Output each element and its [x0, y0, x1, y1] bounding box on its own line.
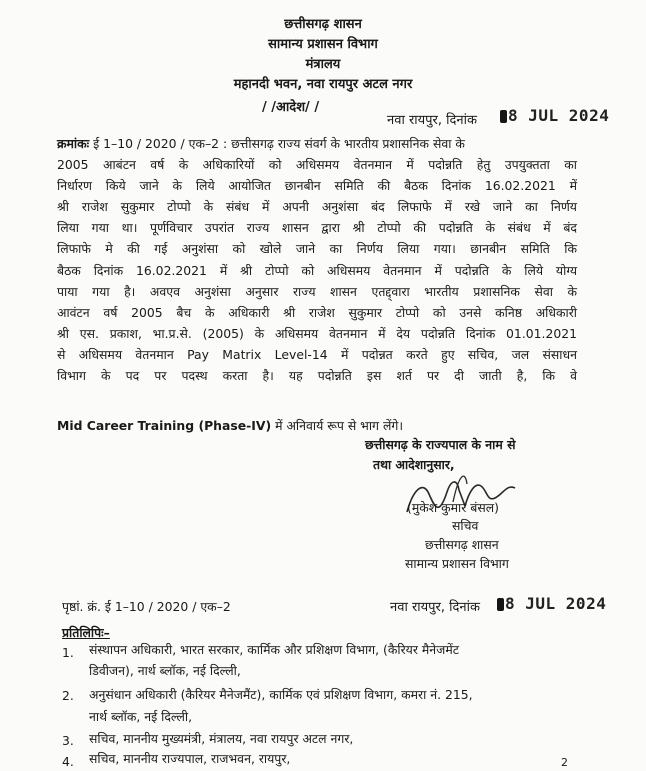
order-body-line: निर्धारण किये जाने के लिये आयोजित छानबीन समिति की बैठक दिनांक 16.02.2021 में [57, 178, 577, 194]
copy-item-1-line-1: संस्थापन अधिकारी, भारत सरकार, कार्मिक और प्रशिक्षण विभाग, (कैरियर मैनेजमेंट [89, 642, 459, 657]
authority-line-2: तथा आदेशानुसार, [373, 457, 455, 472]
order-body-line: लिफाफे मे की गई अनुशंसा को खोले जाने का निर्णय लिया गया। छानबीन समिति कि [57, 241, 577, 257]
dateline-place: नवा रायपुर, दिनांक [387, 113, 477, 128]
header-government: छत्तीसगढ़ शासन [284, 17, 362, 32]
copy-item-number: 1. [62, 645, 74, 660]
signatory-government: छत्तीसगढ़ शासन [425, 537, 499, 552]
header-ministry: मंत्रालय [305, 57, 341, 72]
order-body-line: श्री एस. प्रकाश, भा.प्र.से. (2005) के अधिसमय वेतनमान में देय पदोन्नति दिनांक 01.01.2021 [57, 325, 577, 341]
authority-line-1: छत्तीसगढ़ के राज्यपाल के नाम से [365, 437, 516, 452]
order-title: / /आदेश/ / [262, 100, 320, 115]
header-department: सामान्य प्रशासन विभाग [268, 37, 378, 52]
order-body-line: विभाग के पद पर पदस्थ करता है। यह पदोन्नति इस शर्त पर दी जाती है, कि वे [57, 368, 577, 383]
endorsement-place: नवा रायपुर, दिनांक [390, 600, 480, 615]
copy-to-title: प्रतिलिपिः– [62, 625, 110, 640]
order-number-text: ई 1–10 / 2020 / एक–2 : छत्तीसगढ़ राज्य संवर्ग के भारतीय प्रशासनिक सेवा के [93, 136, 465, 151]
copy-item-4-line-1: सचिव, माननीय राज्यपाल, राजभवन, रायपुर, [89, 751, 291, 766]
order-number-label: क्रमांकः [57, 136, 90, 151]
signatory-department: सामान्य प्रशासन विभाग [405, 556, 509, 571]
endorsement-date-stamp: 8 JUL 2024 [505, 594, 607, 613]
order-body-line: आवंटन वर्ष 2005 बैच के अधिकारी श्री राजेश सुकुमार टोप्पो को उनसे कनिष्ठ अधिकारी [57, 304, 577, 320]
date-stamp: 8 JUL 2024 [508, 106, 610, 125]
copy-item-number: 2. [62, 688, 74, 703]
order-last-line [57, 417, 403, 434]
copy-item-number: 4. [62, 754, 74, 769]
training-text: में अनिवार्य रूप से भाग लेंगे। [271, 418, 404, 433]
copy-item-2-line-1: अनुसंधान अधिकारी (कैरियर मैनेजमैंट), कार्मिक एवं प्रशिक्षण विभाग, कमरा नं. 215, [89, 687, 473, 702]
copy-item-number: 3. [62, 733, 74, 748]
order-first-line [57, 135, 577, 152]
page-number: 2 [561, 756, 568, 769]
signatory-designation: सचिव [452, 518, 479, 533]
copy-item-3-line-1: सचिव, माननीय मुख्यमंत्री, मंत्रालय, नवा रायपुर अटल नगर, [89, 731, 354, 746]
order-body-line: पाया गया है। अवएव अनुशंसा अनुसार राज्य शासन एतद्द्वारा भारतीय प्रशासनिक सेवा के [57, 283, 577, 299]
signatory-name: (मुकेश कुमार बंसल) [407, 500, 499, 515]
copy-item-2-line-2: नार्थ ब्लॉक, नई दिल्ली, [89, 709, 193, 724]
ink-mark [497, 598, 504, 611]
order-body-line: लिया गया था। पूर्णविचार उपरांत राज्य शासन द्वारा श्री टोप्पो की पदोन्नति के संबंध में बंद [57, 220, 577, 236]
order-body-line: से अधिसमय वेतनमान Pay Matrix Level-14 में पदोन्नत करते हुए सचिव, जल संसाधन [57, 346, 577, 362]
training-name: Mid Career Training (Phase-IV) [57, 418, 272, 433]
header-address: महानदी भवन, नवा रायपुर अटल नगर [233, 77, 413, 92]
ink-mark [500, 110, 507, 123]
endorsement-number: पृष्ठां. क्रं. ई 1–10 / 2020 / एक–2 [62, 599, 231, 614]
order-body-line: श्री राजेश सुकुमार टोप्पो के संबंध में अपनी अनुशंसा बंद लिफाफे में रखे जाने का निर्णय [57, 199, 577, 215]
copy-item-1-line-2: डिवीजन), नार्थ ब्लॉक, नई दिल्ली, [89, 663, 241, 678]
order-body-line: बैठक दिनांक 16.02.2021 में श्री टोप्पो को अधिसमय वेतनमान में पदोन्नति के लिये योग्य [57, 262, 577, 278]
order-body-line: 2005 आबंटन वर्ष के अधिकारियों को अधिसमय वेतनमान में पदोन्नति हेतु उपयुक्तता का [57, 157, 577, 172]
